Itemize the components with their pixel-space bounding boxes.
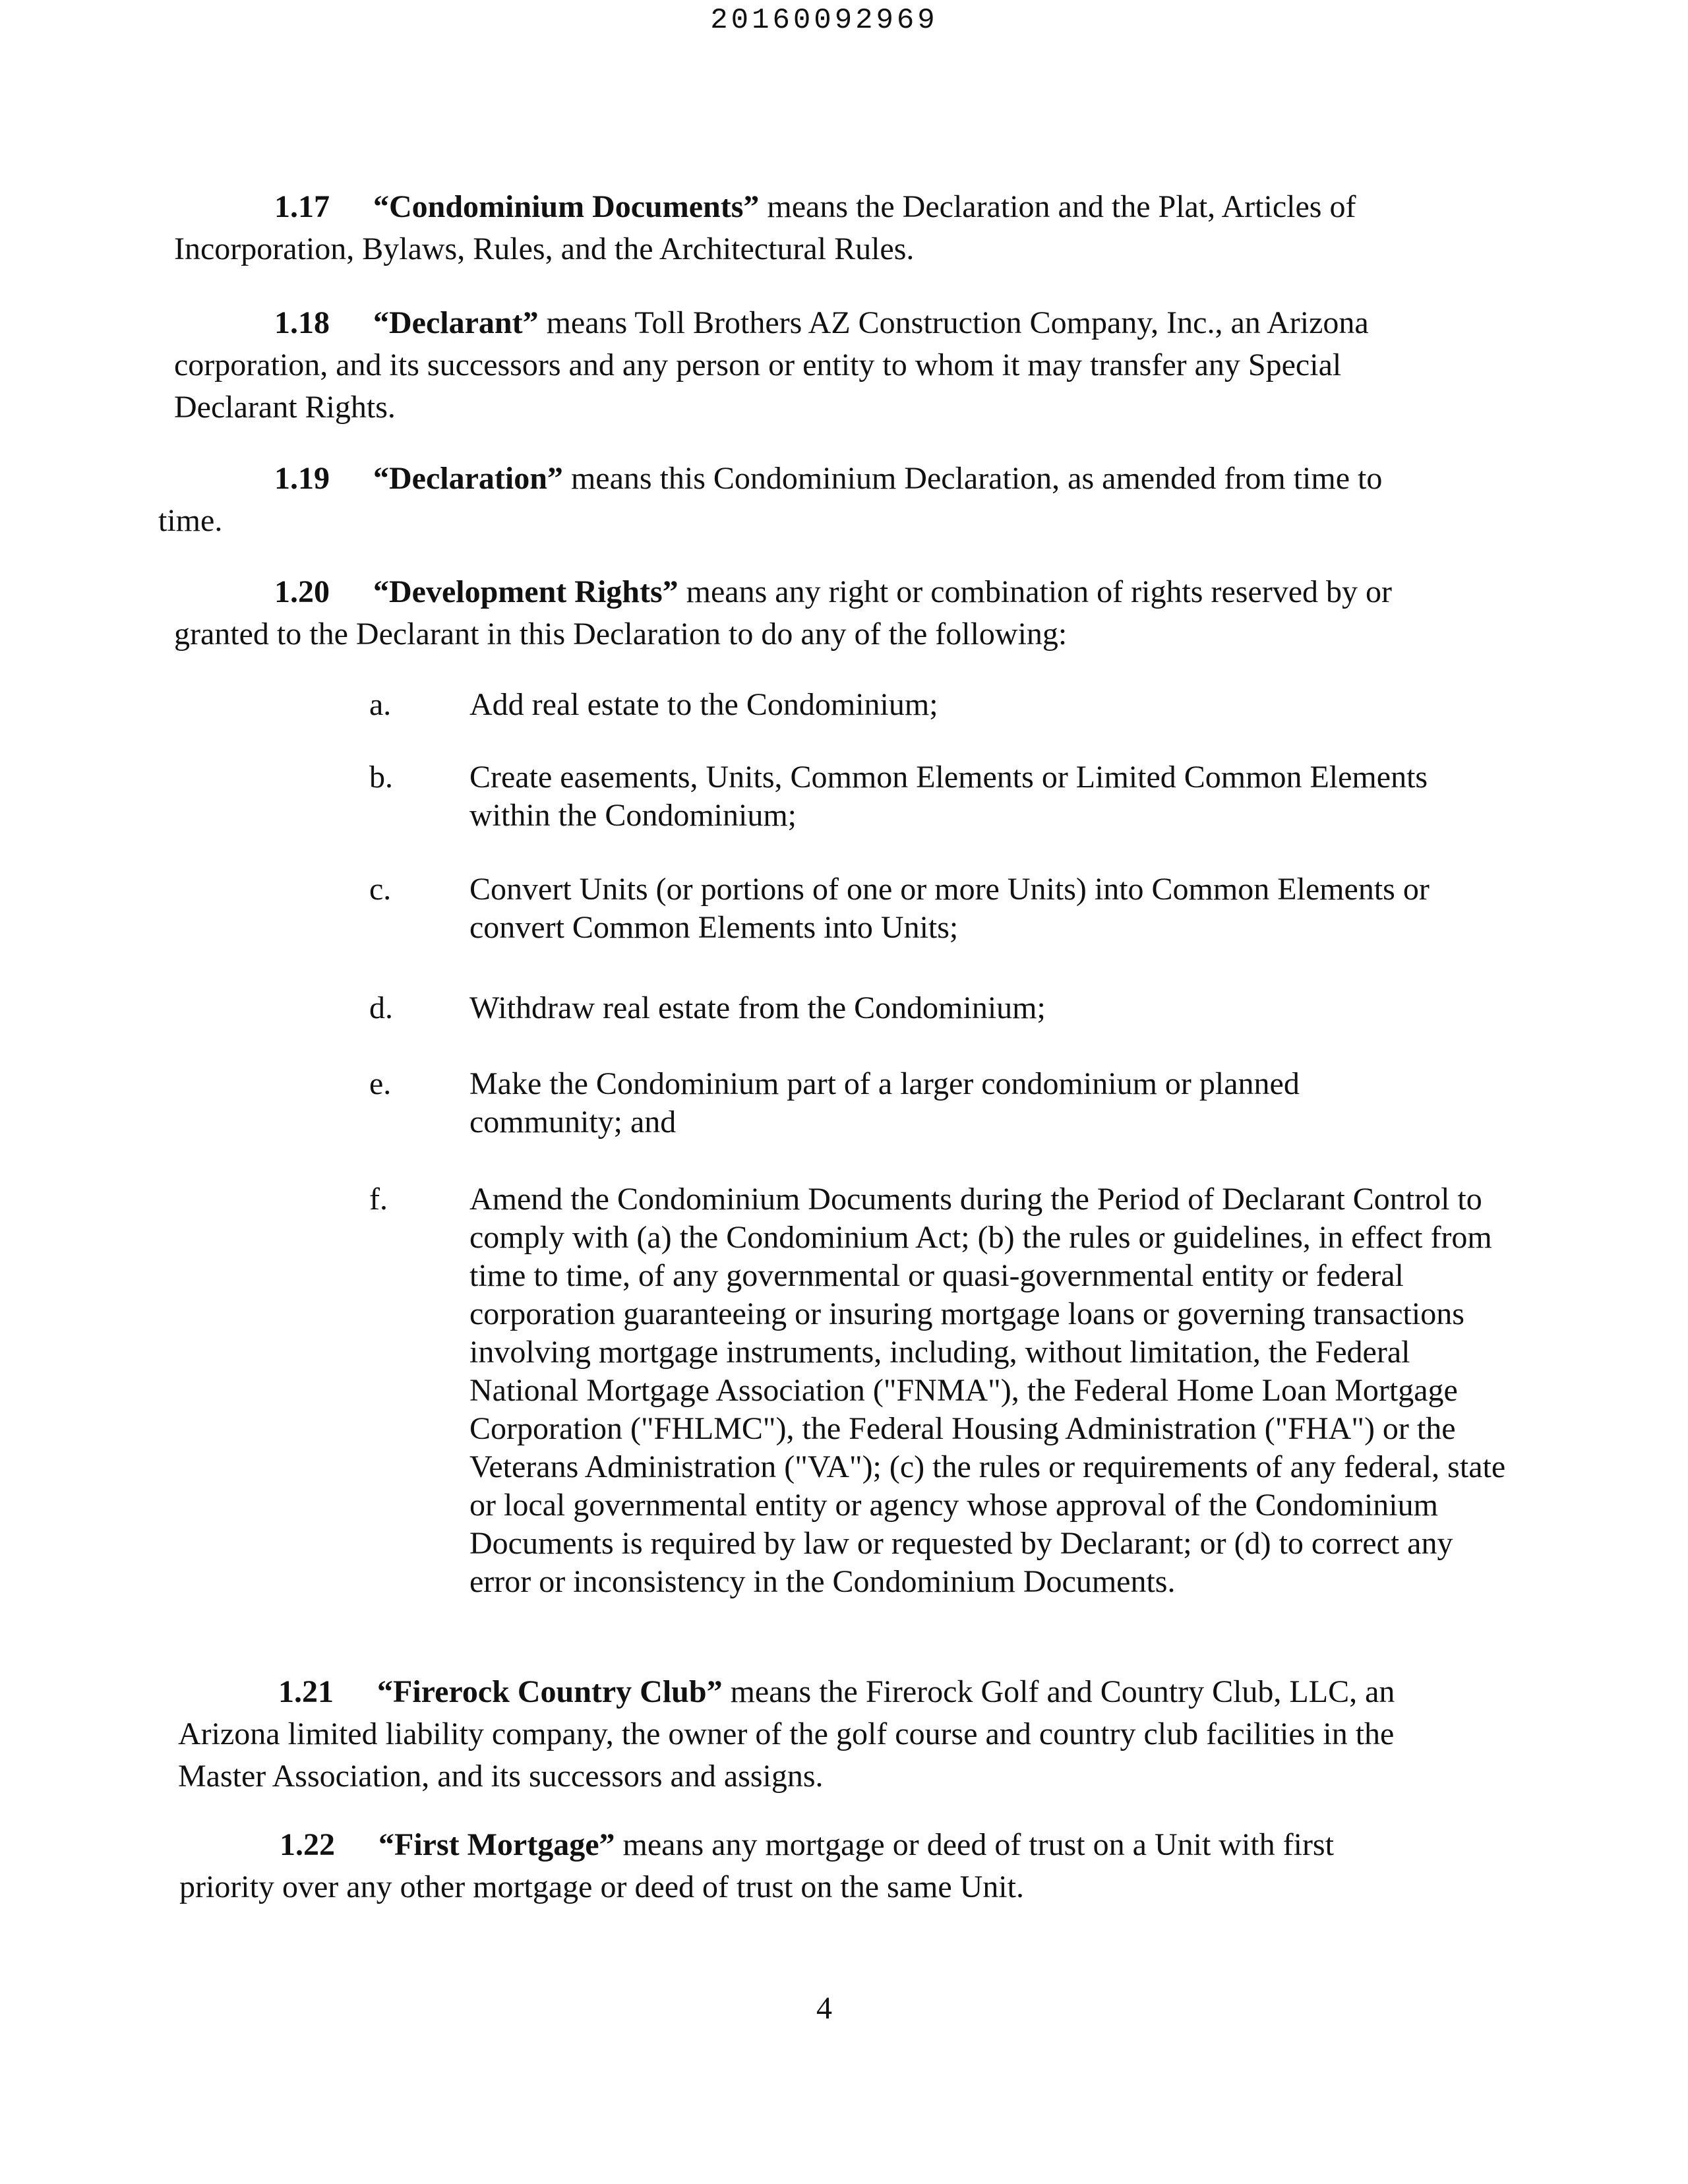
section-number: 1.19 xyxy=(274,461,330,496)
list-item xyxy=(369,758,1478,835)
list-item-text: Convert Units (or portions of one or more Units) into Common Elements or convert Common Elements into Units; xyxy=(469,872,1430,945)
list-item-text: Withdraw real estate from the Condominium; xyxy=(469,990,1046,1025)
section-1-18 xyxy=(174,302,1420,429)
section-number: 1.17 xyxy=(274,189,330,224)
list-item-text: Make the Condominium part of a larger condominium or planned community; and xyxy=(469,1066,1300,1139)
definition-text: means the Declaration and the Plat, Articles of Incorporation, Bylaws, Rules, and the Architectural Rules. xyxy=(174,189,1356,266)
definition-text: means this Condominium Declaration, as amended from time to time. xyxy=(158,461,1383,538)
defined-term: “Declaration” xyxy=(373,461,563,496)
definition-text: means any right or combination of rights reserved by or granted to the Declarant in this Declaration to do any of the following: xyxy=(174,574,1393,652)
defined-term: “Condominium Documents” xyxy=(373,189,760,224)
section-number: 1.22 xyxy=(280,1827,335,1862)
defined-term: “First Mortgage” xyxy=(378,1827,615,1862)
list-letter: f. xyxy=(369,1182,388,1217)
defined-term: “Development Rights” xyxy=(373,574,678,609)
list-letter: e. xyxy=(369,1066,392,1101)
definition-text: means Toll Brothers AZ Construction Company, Inc., an Arizona corporation, and its successors and any person or entity to whom it may transfer any Special Declarant Rights. xyxy=(174,305,1369,425)
section-number: 1.18 xyxy=(274,305,330,340)
list-letter: a. xyxy=(369,687,392,722)
document-number: 20160092969 xyxy=(710,4,938,37)
list-letter: d. xyxy=(369,990,393,1025)
section-1-22 xyxy=(179,1824,1426,1908)
list-item xyxy=(369,686,1478,724)
list-item-text: Amend the Condominium Documents during the Period of Declarant Control to comply with (a) the Condominium Act; (b) the rules or guidelines, in effect from time to time, of any governmental or quasi-governmental entity or federal corporation guaranteeing or insuring mortgage loans or governing transactions involving mortgage instruments, including, without limitation, the Federal National Mortgage Association ("FNMA"), the Federal Home Loan Mortgage Corporation ("FHLMC"), the Federal Housing Administration ("FHA") or the Veterans Administration ("VA"); (c) the rules or requirements of any federal, state or local governmental entity or agency whose approval of the Condominium Documents is required by law or requested by Declarant; or (d) to correct any error or inconsistency in the Condominium Documents. xyxy=(469,1182,1506,1599)
list-item xyxy=(369,989,1478,1027)
definition-text: means the Firerock Golf and Country Club, LLC, an Arizona limited liability company, the owner of the golf course and country club facilities in the Master Association, and its successors and assigns. xyxy=(178,1674,1395,1794)
definition-text: means any mortgage or deed of trust on a Unit with first priority over any other mortgage or deed of trust on the same Unit. xyxy=(179,1827,1334,1904)
list-letter: b. xyxy=(369,760,393,795)
list-item xyxy=(369,1180,1518,1601)
defined-term: “Firerock Country Club” xyxy=(377,1674,723,1709)
list-item-text: Add real estate to the Condominium; xyxy=(469,687,938,722)
section-1-17 xyxy=(174,186,1420,270)
section-number: 1.20 xyxy=(274,574,330,609)
list-item-text: Create easements, Units, Common Elements or Limited Common Elements within the Condominium; xyxy=(469,760,1428,833)
section-1-21 xyxy=(178,1671,1424,1798)
list-letter: c. xyxy=(369,872,392,907)
section-1-20 xyxy=(174,571,1420,655)
section-number: 1.21 xyxy=(278,1674,334,1709)
section-1-19 xyxy=(158,458,1411,542)
defined-term: “Declarant” xyxy=(373,305,539,340)
list-item xyxy=(369,1065,1445,1141)
list-item xyxy=(369,870,1498,947)
page-number: 4 xyxy=(816,1991,832,2026)
